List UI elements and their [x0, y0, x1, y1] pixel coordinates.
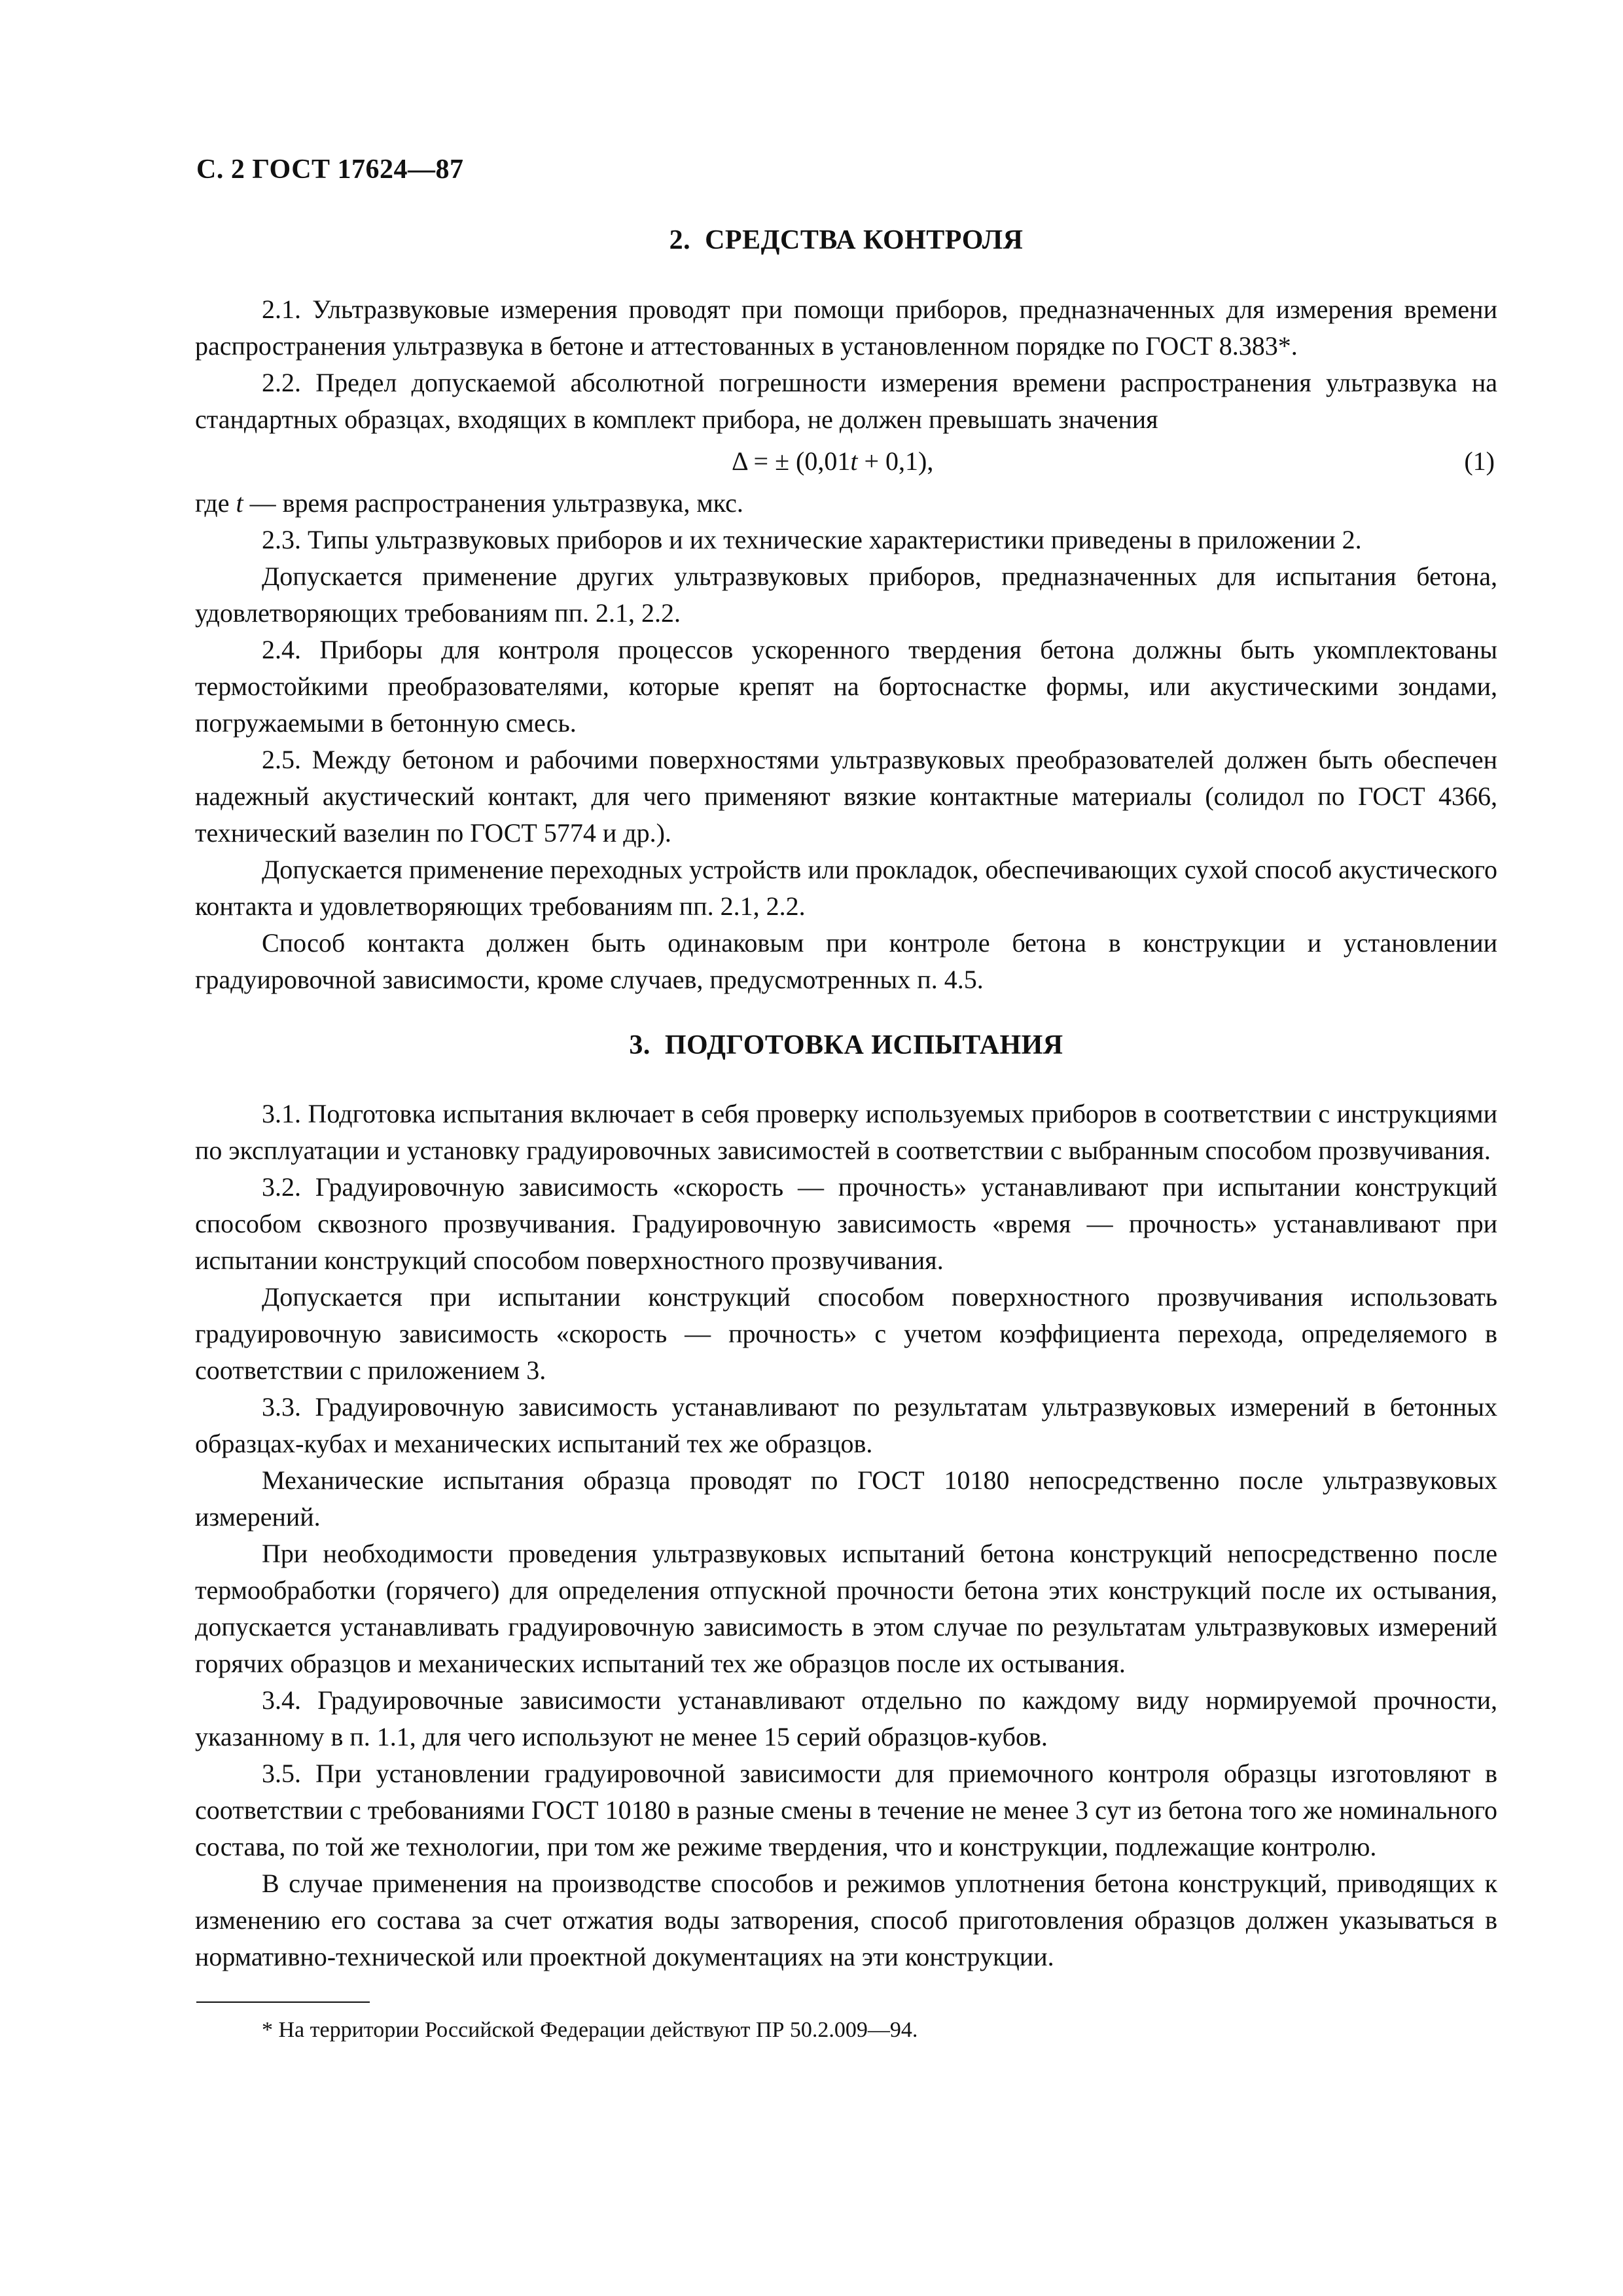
equation-formula [732, 443, 933, 480]
paragraph-3-1: 3.1. Подготовка испытания включает в себя проверку используемых приборов в соответствии с инструкциями по эксплуатации и установку градуировочных зависимостей в соответствии с выбранным способом прозвучивания. [195, 1099, 1497, 1166]
equation-variable: t [850, 446, 858, 476]
equation-prefix: Δ = ± (0,01 [732, 446, 851, 476]
paragraph-2-3: 2.3. Типы ультразвуковых приборов и их технические характеристики приведены в приложении 2. [262, 524, 1362, 554]
section-3-title: ПОДГОТОВКА ИСПЫТАНИЯ [664, 1030, 1063, 1060]
paragraph-3-3-hot: При необходимости проведения ультразвуковых испытаний бетона конструкций непосредственно после термообработки (горячего) для определения отпускной прочности бетона этих конструкций после их остывания, допускается устанавливать градуировочную зависимость в этом случае по результатам ультразвуковых измерений горячих образцов и механических испытаний тех же образцов после их остывания. [195, 1539, 1497, 1679]
footnote-divider [196, 2001, 370, 2003]
paragraph-2-5-contact: Способ контакта должен быть одинаковым при контроле бетона в конструкции и установлении градуировочной зависимости, кроме случаев, предусмотренных п. 4.5. [195, 927, 1497, 994]
equation-suffix: + 0,1), [857, 446, 934, 476]
paragraph-2-5: 2.5. Между бетоном и рабочими поверхностями ультразвуковых преобразователей должен быть обеспечен надежный акустический контакт, для чего применяют вязкие контактные материалы (солидол по ГОСТ 4366, технический вазелин по ГОСТ 5774 и др.). [195, 744, 1497, 848]
section-2-number: 2. [669, 225, 691, 255]
section-2-heading [195, 223, 1497, 259]
equation-1 [195, 443, 1497, 480]
document-body [195, 223, 1497, 1975]
paragraph-3-2-note: Допускается при испытании конструкций способом поверхностного прозвучивания использовать градуировочную зависимость «скорость — прочность» с учетом коэффициента перехода, определяемого в соответствии с приложением 3. [195, 1282, 1497, 1386]
paragraph-3-3-mechanical: Механические испытания образца проводят по ГОСТ 10180 непосредственно после ультразвуковых измерений. [195, 1465, 1497, 1532]
paragraph-3-5: 3.5. При установлении градуировочной зависимости для приемочного контроля образцы изготовляют в соответствии с требованиями ГОСТ 10180 в разные смены в течение не менее 3 сут из бетона того же номинального состава, по той же технологии, при том же режиме твердения, что и конструкции, подлежащие контролю. [195, 1759, 1497, 1862]
paragraph-2-1: 2.1. Ультразвуковые измерения проводят при помощи приборов, предназначенных для измерения времени распространения ультразвука в бетоне и аттестованных в установленном порядке по ГОСТ 8.383*. [195, 294, 1497, 361]
where-prefix: где [195, 488, 236, 518]
paragraph-3-4: 3.4. Градуировочные зависимости устанавливают отдельно по каждому виду нормируемой прочности, указанному в п. 1.1, для чего используют не менее 15 серий образцов-кубов. [195, 1685, 1497, 1752]
page-header: С. 2 ГОСТ 17624—87 [196, 154, 464, 185]
equation-explanation [195, 485, 1497, 522]
paragraph-2-2: 2.2. Предел допускаемой абсолютной погрешности измерения времени распространения ультразвука на стандартных образцах, входящих в комплект прибора, не должен превышать значения [195, 367, 1497, 434]
section-3-number: 3. [629, 1030, 651, 1060]
where-variable: t [236, 488, 243, 518]
paragraph-3-5-note: В случае применения на производстве способов и режимов уплотнения бетона конструкций, приводящих к изменению его состава за счет отжатия воды затворения, способ приготовления образцов должен указываться в нормативно-технической или проектной документациях на эти конструкции. [195, 1869, 1497, 1972]
paragraph-2-3-note: Допускается применение других ультразвуковых приборов, предназначенных для испытания бетона, удовлетворяющих требованиям пп. 2.1, 2.2. [195, 561, 1497, 628]
where-text: — время распространения ультразвука, мкс. [243, 488, 743, 518]
paragraph-3-3: 3.3. Градуировочную зависимость устанавливают по результатам ультразвуковых измерений в бетонных образцах-кубах и механических испытаний тех же образцов. [195, 1392, 1497, 1459]
footnote: * На территории Российской Федерации действуют ПР 50.2.009—94. [262, 2018, 918, 2042]
paragraph-2-4: 2.4. Приборы для контроля процессов ускоренного твердения бетона должны быть укомплектованы термостойкими преобразователями, которые крепят на бортоснастке формы, или акустическими зондами, погружаемыми в бетонную смесь. [195, 634, 1497, 738]
paragraph-3-2: 3.2. Градуировочную зависимость «скорость — прочность» устанавливают при испытании конструкций способом сквозного прозвучивания. Градуировочную зависимость «время — прочность» устанавливают при испытании конструкций способом поверхностного прозвучивания. [195, 1172, 1497, 1276]
paragraph-2-5-note: Допускается применение переходных устройств или прокладок, обеспечивающих сухой способ акустического контакта и удовлетворяющих требованиям пп. 2.1, 2.2. [195, 854, 1497, 921]
section-3-heading [195, 1028, 1497, 1064]
section-2-title: СРЕДСТВА КОНТРОЛЯ [705, 225, 1024, 255]
equation-number: (1) [1464, 446, 1495, 476]
